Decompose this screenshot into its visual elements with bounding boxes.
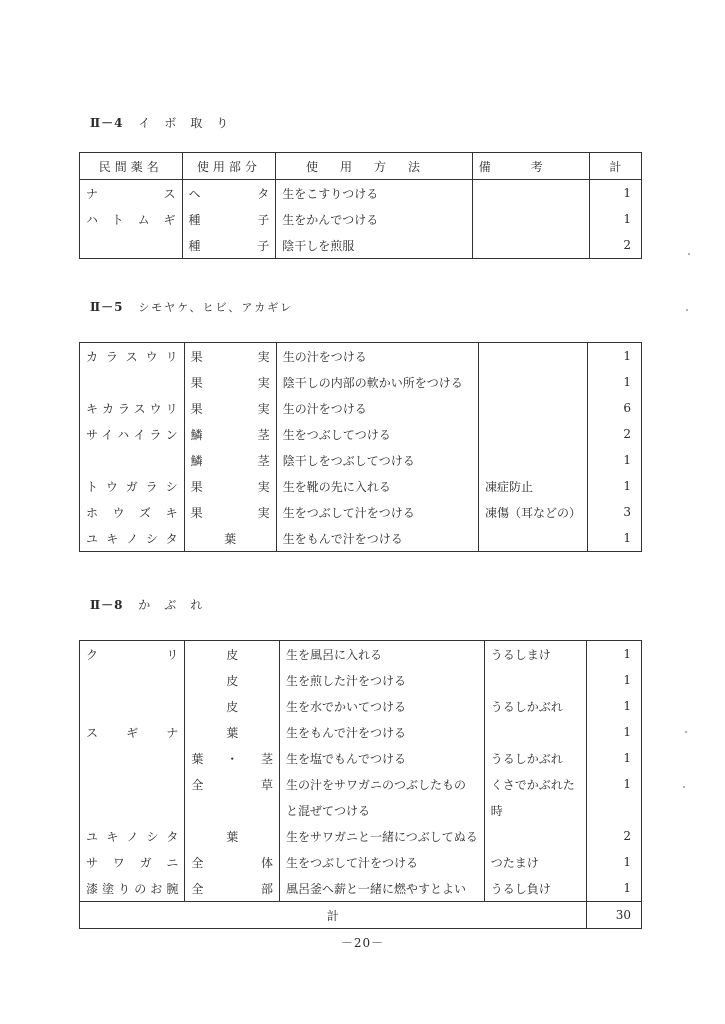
- header-notes: 備考: [472, 153, 589, 180]
- cell-method: 生の汁をつける: [276, 395, 478, 421]
- section-name: かぶれ: [138, 598, 217, 612]
- header-medicine-name: 民間薬名: [80, 153, 183, 180]
- cell-part: 果実: [184, 395, 276, 421]
- cell-note: つたまけ: [484, 849, 586, 875]
- cell-note: うるしまけ: [484, 641, 586, 668]
- cell-method: 生を靴の先に入れる: [276, 473, 478, 499]
- cell-method: 生をこすりつける: [276, 180, 472, 207]
- cell-name: ハトムギ: [80, 206, 183, 232]
- table-row: [80, 849, 642, 875]
- cell-name: クリ: [80, 641, 185, 668]
- cell-part: 葉: [185, 719, 280, 745]
- cell-count: 1: [588, 369, 642, 395]
- table-row: [80, 719, 642, 745]
- cell-count: 1: [586, 745, 641, 771]
- section-title-ii-5: [90, 298, 293, 315]
- cell-part: 果実: [184, 369, 276, 395]
- cell-part: 鱗茎: [184, 421, 276, 447]
- cell-part: 葉: [185, 823, 280, 849]
- cell-note: うるし負け: [484, 875, 586, 902]
- cell-count: 1: [588, 525, 642, 552]
- cell-part: 葉: [184, 525, 276, 552]
- table-row: [80, 369, 642, 395]
- table-row: [80, 206, 642, 232]
- cell-note: 凍傷（耳などの）: [479, 499, 588, 525]
- cell-note: うるしかぶれ: [484, 745, 586, 771]
- cell-note: [472, 232, 589, 259]
- table-row: [80, 797, 642, 823]
- cell-part: 種子: [182, 206, 276, 232]
- cell-method: 生をもんで汁をつける: [276, 525, 478, 552]
- cell-name: [80, 447, 185, 473]
- cell-note: [484, 823, 586, 849]
- table-row: [80, 667, 642, 693]
- page-number: －20－: [340, 936, 385, 950]
- cell-method: 陰干しの内部の軟かい所をつける: [276, 369, 478, 395]
- cell-method: 生をつぶしてつける: [276, 421, 478, 447]
- cell-method: 生の汁をサワガニのつぶしたもの: [280, 771, 485, 797]
- scan-speck: [688, 253, 690, 255]
- cell-count: 3: [588, 499, 642, 525]
- cell-count: 2: [586, 823, 641, 849]
- cell-method: 生を煎した汁をつける: [280, 667, 485, 693]
- cell-part: 皮: [185, 693, 280, 719]
- cell-note: くさでかぶれた: [484, 771, 586, 797]
- cell-note: [479, 395, 588, 421]
- cell-name: サイハイラン: [80, 421, 185, 447]
- cell-part: 皮: [185, 667, 280, 693]
- cell-name: ナス: [80, 180, 183, 207]
- table-row: [80, 693, 642, 719]
- section-name: シモヤケ、ヒビ、アカギレ: [138, 301, 294, 314]
- section-number: Ⅱ－5: [90, 300, 124, 314]
- header-count: 計: [589, 153, 641, 180]
- table-ii-4: [79, 152, 642, 259]
- table-row: [80, 395, 642, 421]
- cell-count: 1: [586, 641, 641, 668]
- cell-name: スギナ: [80, 719, 185, 745]
- cell-part: 全体: [185, 849, 280, 875]
- cell-part: [185, 797, 280, 823]
- cell-name: ユキノシタ: [80, 823, 185, 849]
- cell-count: 2: [589, 232, 641, 259]
- scan-speck: [683, 786, 685, 788]
- cell-part: 全草: [185, 771, 280, 797]
- cell-name: [80, 693, 185, 719]
- cell-part: ヘタ: [182, 180, 276, 207]
- cell-method: 生を塩でもんでつける: [280, 745, 485, 771]
- cell-count: 1: [586, 693, 641, 719]
- cell-note: [479, 343, 588, 370]
- cell-note: [479, 525, 588, 552]
- cell-part: 全部: [185, 875, 280, 902]
- header-part-used: 使用部分: [182, 153, 276, 180]
- cell-name: キカラスウリ: [80, 395, 185, 421]
- cell-name: サワガニ: [80, 849, 185, 875]
- cell-note: [479, 421, 588, 447]
- table-row: [80, 421, 642, 447]
- cell-method: 生を水でかいてつける: [280, 693, 485, 719]
- cell-part: 果実: [184, 343, 276, 370]
- cell-count: 6: [588, 395, 642, 421]
- cell-count: [586, 797, 641, 823]
- cell-note: 時: [484, 797, 586, 823]
- cell-method: 風呂釜へ薪と一緒に燃やすとよい: [280, 875, 485, 902]
- cell-count: 1: [586, 875, 641, 902]
- table-ii-8: [79, 640, 642, 929]
- table-row: [80, 525, 642, 552]
- cell-note: [472, 180, 589, 207]
- total-row: [80, 902, 642, 929]
- cell-name: [80, 369, 185, 395]
- cell-count: 1: [588, 447, 642, 473]
- cell-part: 果実: [184, 499, 276, 525]
- cell-method: 生をつぶして汁をつける: [276, 499, 478, 525]
- cell-note: [479, 369, 588, 395]
- cell-note: うるしかぶれ: [484, 693, 586, 719]
- cell-part: 種子: [182, 232, 276, 259]
- table-ii-5: [79, 342, 642, 552]
- cell-name: [80, 667, 185, 693]
- table-row: [80, 499, 642, 525]
- cell-name: [80, 745, 185, 771]
- table-row: [80, 875, 642, 902]
- total-label: 計: [80, 902, 587, 929]
- cell-part: 皮: [185, 641, 280, 668]
- cell-count: 1: [586, 667, 641, 693]
- cell-method: 生をつぶして汁をつける: [280, 849, 485, 875]
- cell-part: 果実: [184, 473, 276, 499]
- section-name: イボ取り: [138, 116, 243, 130]
- cell-count: 1: [586, 771, 641, 797]
- header-method: 使用方法: [276, 153, 472, 180]
- scan-speck: [685, 731, 687, 733]
- cell-name: ユキノシタ: [80, 525, 185, 552]
- cell-name: トウガラシ: [80, 473, 185, 499]
- table-row: [80, 232, 642, 259]
- cell-note: [479, 447, 588, 473]
- cell-note: [472, 206, 589, 232]
- table-header-row: [80, 153, 642, 180]
- cell-method: 陰干しを煎服: [276, 232, 472, 259]
- table-row: [80, 641, 642, 668]
- cell-name: [80, 232, 183, 259]
- cell-name: ホウズキ: [80, 499, 185, 525]
- cell-method: 生をもんで汁をつける: [280, 719, 485, 745]
- cell-method: 陰干しをつぶしてつける: [276, 447, 478, 473]
- cell-count: 1: [586, 719, 641, 745]
- cell-method: と混ぜてつける: [280, 797, 485, 823]
- cell-note: [484, 719, 586, 745]
- cell-count: 2: [588, 421, 642, 447]
- cell-count: 1: [589, 180, 641, 207]
- cell-name: [80, 797, 185, 823]
- cell-part: 葉・茎: [185, 745, 280, 771]
- table-row: [80, 473, 642, 499]
- cell-part: 鱗茎: [184, 447, 276, 473]
- section-number: Ⅱ－4: [90, 116, 124, 130]
- cell-note: [484, 667, 586, 693]
- cell-count: 1: [588, 473, 642, 499]
- table-row: [80, 823, 642, 849]
- cell-count: 1: [589, 206, 641, 232]
- table-row: [80, 180, 642, 207]
- cell-count: 1: [586, 849, 641, 875]
- table-row: [80, 343, 642, 370]
- table-row: [80, 771, 642, 797]
- cell-method: 生をかんでつける: [276, 206, 472, 232]
- cell-method: 生を風呂に入れる: [280, 641, 485, 668]
- cell-name: [80, 771, 185, 797]
- cell-note: 凍症防止: [479, 473, 588, 499]
- section-title-ii-4: [90, 114, 242, 131]
- cell-name: 漆塗りのお腕: [80, 875, 185, 902]
- scan-speck: [686, 309, 688, 311]
- section-number: Ⅱ－8: [90, 598, 124, 612]
- table-row: [80, 447, 642, 473]
- total-value: 30: [586, 902, 641, 929]
- cell-count: 1: [588, 343, 642, 370]
- table-row: [80, 745, 642, 771]
- cell-method: 生をサワガニと一緒につぶしてぬる: [280, 823, 485, 849]
- cell-method: 生の汁をつける: [276, 343, 478, 370]
- section-title-ii-8: [90, 596, 216, 613]
- cell-name: カラスウリ: [80, 343, 185, 370]
